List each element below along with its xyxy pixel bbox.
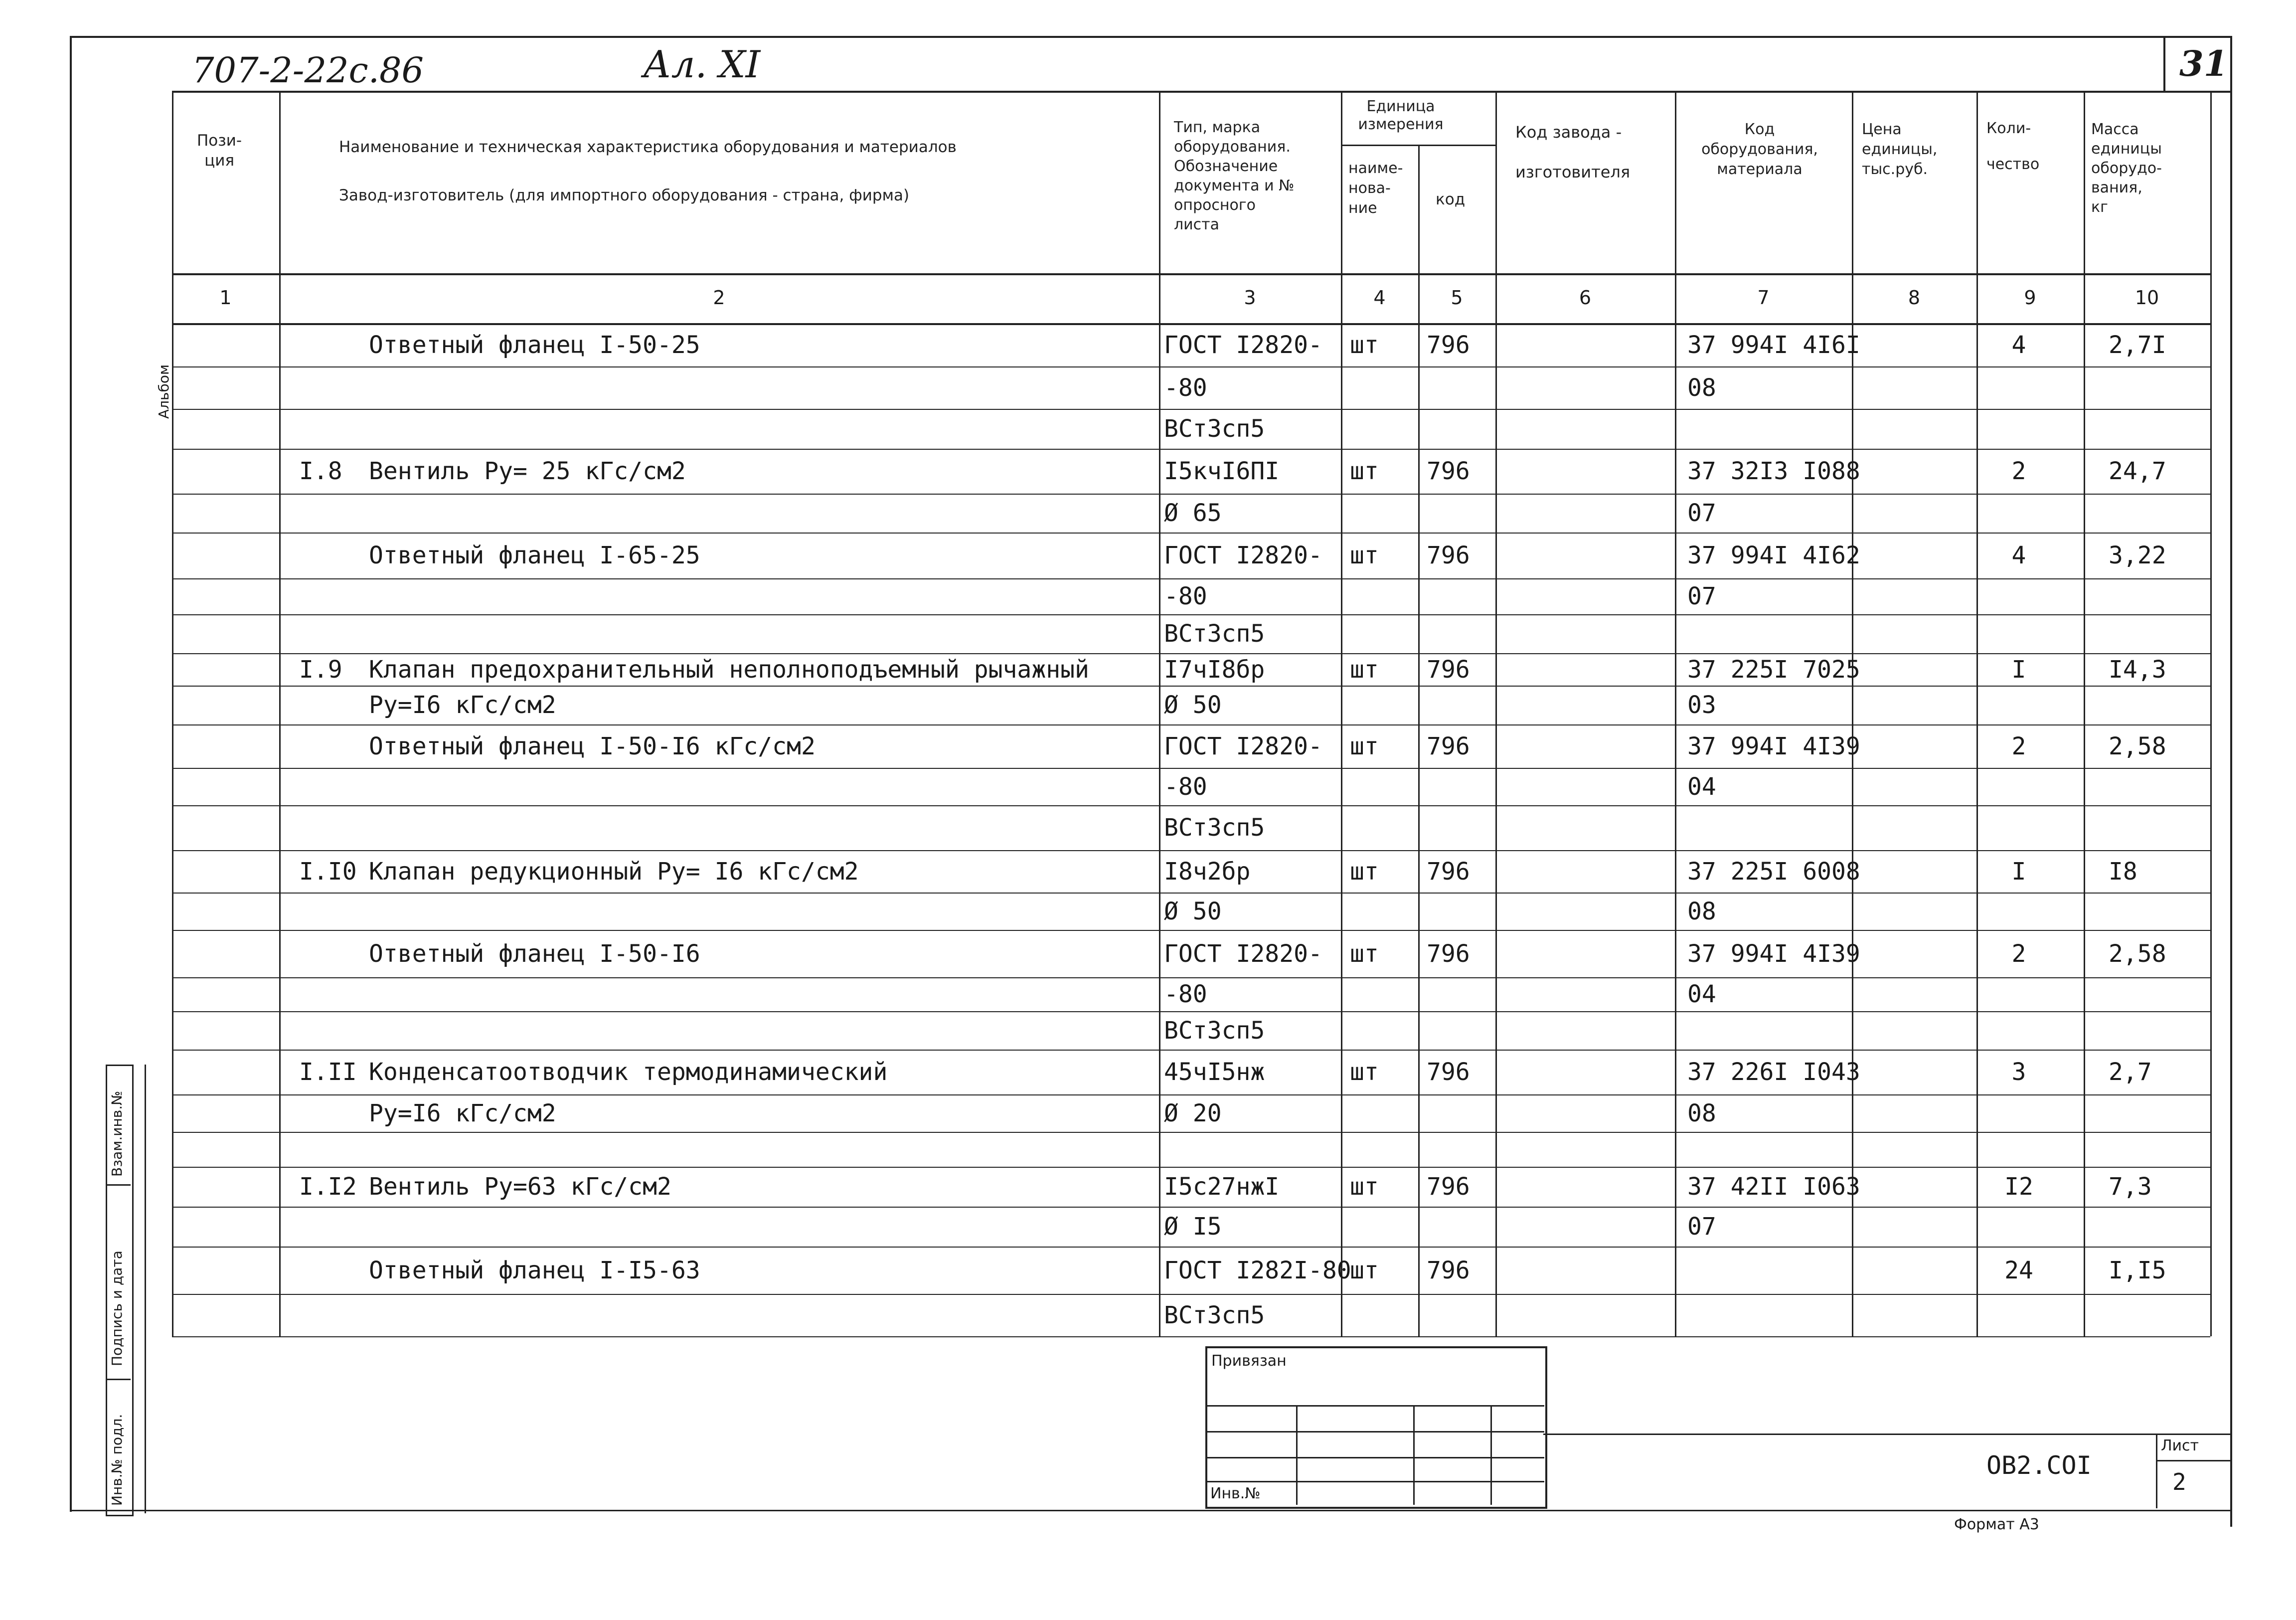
col9-header: Коли- чество bbox=[1986, 120, 2040, 173]
row-quantity: 4 bbox=[2011, 541, 2026, 569]
row-type: Ø 20 bbox=[1164, 1099, 1222, 1127]
album-side-label: Альбом bbox=[156, 364, 172, 419]
column-rule bbox=[1976, 91, 1978, 1336]
row-equipment-code: 37 994I 4I39 bbox=[1687, 732, 1860, 760]
doc-designation: ОВ2.СОI bbox=[1986, 1451, 2092, 1480]
column-rule bbox=[1418, 145, 1420, 1336]
row-rule bbox=[172, 977, 2210, 978]
row-unit-name: шт bbox=[1350, 541, 1379, 569]
row-type: -80 bbox=[1164, 582, 1207, 610]
row-type: ГОСТ I2820- bbox=[1164, 732, 1322, 760]
row-name: Ответный фланец I-50-I6 bbox=[369, 939, 700, 968]
number-row-rule bbox=[172, 323, 2210, 325]
column-rule bbox=[2210, 91, 2212, 1336]
row-position: I.II bbox=[299, 1058, 357, 1086]
row-position: I.I2 bbox=[299, 1173, 357, 1201]
row-type: ВСт3сп5 bbox=[1164, 814, 1265, 842]
privyazan-inv-label: Инв.№ bbox=[1210, 1485, 1261, 1502]
row-type: -80 bbox=[1164, 980, 1207, 1008]
row-type: ГОСТ I2820- bbox=[1164, 939, 1322, 968]
row-rule bbox=[172, 653, 2210, 654]
list-label: Лист bbox=[2161, 1437, 2199, 1454]
row-rule bbox=[172, 1094, 2210, 1095]
column-number: 10 bbox=[2134, 287, 2159, 309]
row-type: Ø 65 bbox=[1164, 499, 1222, 527]
row-rule bbox=[172, 494, 2210, 495]
row-position: I.9 bbox=[299, 655, 342, 684]
row-unit-code: 796 bbox=[1427, 939, 1470, 968]
row-name: Вентиль Ру= 25 кГс/см2 bbox=[369, 457, 686, 485]
row-unit-name: шт bbox=[1350, 1173, 1379, 1201]
side-stamp-vline bbox=[145, 1065, 146, 1513]
row-type: -80 bbox=[1164, 373, 1207, 402]
row-equipment-code: 37 994I 4I62 bbox=[1687, 541, 1860, 569]
row-type: ВСт3сп5 bbox=[1164, 415, 1265, 443]
row-rule bbox=[172, 850, 2210, 851]
row-unit-name: шт bbox=[1350, 1058, 1379, 1086]
row-rule bbox=[172, 1167, 2210, 1168]
column-rule bbox=[279, 91, 281, 1336]
row-name: Ру=I6 кГс/см2 bbox=[369, 1099, 556, 1127]
row-equipment-code: 37 225I 7025 bbox=[1687, 655, 1860, 684]
row-rule bbox=[172, 1132, 2210, 1133]
col2-header-line1: Наименование и техническая характеристика оборудования и материалов bbox=[339, 138, 957, 156]
row-quantity: 2 bbox=[2011, 457, 2026, 485]
row-equipment-code: 08 bbox=[1687, 897, 1716, 925]
row-quantity: 2 bbox=[2011, 732, 2026, 760]
side-stamp-div2 bbox=[106, 1379, 131, 1380]
row-type: ГОСТ I282I-80 bbox=[1164, 1256, 1351, 1284]
doc-code: 707-2-22с.86 bbox=[192, 50, 424, 91]
row-mass: 3,22 bbox=[2109, 541, 2166, 569]
row-rule bbox=[172, 449, 2210, 450]
row-rule bbox=[172, 1294, 2210, 1295]
row-type: ВСт3сп5 bbox=[1164, 1016, 1265, 1045]
col6-header: Код завода - изготовителя bbox=[1515, 123, 1631, 181]
title-block-top bbox=[1543, 1434, 2231, 1435]
row-mass: 2,7I bbox=[2109, 331, 2166, 359]
row-equipment-code: 37 994I 4I39 bbox=[1687, 939, 1860, 968]
row-rule bbox=[172, 724, 2210, 725]
privyazan-v3 bbox=[1490, 1405, 1492, 1505]
column-number: 8 bbox=[1908, 287, 1921, 309]
row-name: Вентиль Ру=63 кГс/см2 bbox=[369, 1173, 671, 1201]
col4-header: наиме- нова- ние bbox=[1348, 160, 1403, 217]
row-type: -80 bbox=[1164, 772, 1207, 801]
row-rule bbox=[172, 893, 2210, 894]
row-mass: 2,7 bbox=[2109, 1058, 2152, 1086]
column-rule bbox=[1852, 91, 1853, 1336]
row-equipment-code: 37 42II I063 bbox=[1687, 1173, 1860, 1201]
row-rule bbox=[172, 1011, 2210, 1012]
row-mass: I8 bbox=[2109, 857, 2137, 886]
side-stamp-div1 bbox=[106, 1184, 131, 1186]
row-unit-name: шт bbox=[1350, 331, 1379, 359]
row-unit-code: 796 bbox=[1427, 655, 1470, 684]
row-quantity: I bbox=[2011, 655, 2026, 684]
column-number: 5 bbox=[1451, 287, 1463, 309]
col45-header: Единица измерения bbox=[1358, 98, 1444, 133]
privyazan-label: Привязан bbox=[1211, 1352, 1287, 1370]
row-equipment-code: 07 bbox=[1687, 582, 1716, 610]
row-quantity: I2 bbox=[2004, 1173, 2033, 1201]
row-type: 45чI5нж bbox=[1164, 1058, 1265, 1086]
row-unit-name: шт bbox=[1350, 857, 1379, 886]
row-rule bbox=[172, 1207, 2210, 1208]
row-type: ГОСТ I2820- bbox=[1164, 331, 1322, 359]
row-name: Ответный фланец I-50-25 bbox=[369, 331, 700, 359]
row-name: Ру=I6 кГс/см2 bbox=[369, 691, 556, 719]
row-unit-code: 796 bbox=[1427, 857, 1470, 886]
header-bottom-rule bbox=[172, 273, 2210, 275]
format-label: Формат А3 bbox=[1954, 1516, 2039, 1533]
row-equipment-code: 37 225I 6008 bbox=[1687, 857, 1860, 886]
row-quantity: 3 bbox=[2011, 1058, 2026, 1086]
row-mass: 2,58 bbox=[2109, 939, 2166, 968]
row-mass: I4,3 bbox=[2109, 655, 2166, 684]
side-stamp-signature: Подпись и дата bbox=[109, 1251, 125, 1366]
column-rule bbox=[1159, 91, 1160, 1336]
album-number: Ал. XI bbox=[643, 42, 761, 86]
row-rule bbox=[172, 805, 2210, 806]
column-number: 1 bbox=[219, 287, 232, 309]
privyazan-v2 bbox=[1413, 1405, 1415, 1505]
row-type: I8ч2бр bbox=[1164, 857, 1251, 886]
row-quantity: 4 bbox=[2011, 331, 2026, 359]
privyazan-v1 bbox=[1296, 1405, 1298, 1505]
row-equipment-code: 07 bbox=[1687, 499, 1716, 527]
row-type: I5с27нжI bbox=[1164, 1173, 1280, 1201]
privyazan-h2 bbox=[1205, 1431, 1544, 1433]
column-number: 2 bbox=[713, 287, 725, 309]
row-unit-name: шт bbox=[1350, 939, 1379, 968]
row-rule bbox=[172, 1336, 2210, 1337]
row-unit-code: 796 bbox=[1427, 541, 1470, 569]
row-type: I5кчI6ПI bbox=[1164, 457, 1280, 485]
column-number: 3 bbox=[1244, 287, 1256, 309]
col10-header: Масса единицы оборудо- вания, кг bbox=[2091, 121, 2162, 216]
list-box-div bbox=[2156, 1460, 2231, 1461]
row-type: ГОСТ I2820- bbox=[1164, 541, 1322, 569]
row-rule bbox=[172, 409, 2210, 410]
row-rule bbox=[172, 533, 2210, 534]
row-unit-code: 796 bbox=[1427, 331, 1470, 359]
row-unit-code: 796 bbox=[1427, 1058, 1470, 1086]
column-number: 7 bbox=[1757, 287, 1770, 309]
row-unit-code: 796 bbox=[1427, 1173, 1470, 1201]
row-mass: 2,58 bbox=[2109, 732, 2166, 760]
side-stamp-inv: Инв.№ подл. bbox=[109, 1414, 125, 1506]
row-equipment-code: 03 bbox=[1687, 691, 1716, 719]
row-quantity: 24 bbox=[2004, 1256, 2033, 1284]
col2-header-line2: Завод-изготовитель (для импортного оборудования - страна, фирма) bbox=[339, 186, 910, 204]
row-name: Клапан предохранительный неполноподъемный рычажный bbox=[369, 655, 1089, 684]
row-equipment-code: 04 bbox=[1687, 980, 1716, 1008]
row-quantity: 2 bbox=[2011, 939, 2026, 968]
row-unit-code: 796 bbox=[1427, 1256, 1470, 1284]
row-rule bbox=[172, 686, 2210, 687]
col3-header: Тип, марка оборудования. Обозначение документа и № опросного листа bbox=[1174, 119, 1295, 233]
row-unit-name: шт bbox=[1350, 457, 1379, 485]
col1-header: Пози- ция bbox=[197, 132, 242, 170]
column-number: 6 bbox=[1579, 287, 1592, 309]
row-unit-name: шт bbox=[1350, 655, 1379, 684]
column-rule bbox=[2084, 91, 2085, 1336]
row-rule bbox=[172, 578, 2210, 579]
row-type: I7чI8бр bbox=[1164, 655, 1265, 684]
row-type: Ø 50 bbox=[1164, 897, 1222, 925]
privyazan-h3 bbox=[1205, 1457, 1544, 1458]
column-rule bbox=[172, 91, 173, 1336]
column-rule bbox=[1341, 91, 1342, 1336]
row-type: ВСт3сп5 bbox=[1164, 1301, 1265, 1329]
side-stamp-replaced: Взам.инв.№ bbox=[109, 1090, 125, 1177]
row-type: Ø 50 bbox=[1164, 691, 1222, 719]
row-equipment-code: 04 bbox=[1687, 772, 1716, 801]
row-name: Ответный фланец I-50-I6 кГс/см2 bbox=[369, 732, 816, 760]
list-number: 2 bbox=[2172, 1468, 2186, 1495]
row-position: I.I0 bbox=[299, 857, 357, 886]
row-equipment-code: 08 bbox=[1687, 1099, 1716, 1127]
column-rule bbox=[1495, 91, 1497, 1336]
row-unit-name: шт bbox=[1350, 732, 1379, 760]
row-rule bbox=[172, 366, 2210, 367]
row-name: Ответный фланец I-65-25 bbox=[369, 541, 700, 569]
row-rule bbox=[172, 930, 2210, 931]
row-name: Клапан редукционный Ру= I6 кГс/см2 bbox=[369, 857, 859, 886]
column-number: 4 bbox=[1373, 287, 1386, 309]
row-unit-code: 796 bbox=[1427, 732, 1470, 760]
privyazan-h4 bbox=[1205, 1481, 1544, 1482]
col8-header: Цена единицы, тыс.руб. bbox=[1862, 121, 1938, 178]
privyazan-h1 bbox=[1205, 1405, 1544, 1407]
row-name: Ответный фланец I-I5-63 bbox=[369, 1256, 700, 1284]
row-unit-code: 796 bbox=[1427, 457, 1470, 485]
row-equipment-code: 37 994I 4I6I bbox=[1687, 331, 1860, 359]
row-rule bbox=[172, 768, 2210, 769]
row-equipment-code: 37 32I3 I088 bbox=[1687, 457, 1860, 485]
row-equipment-code: 07 bbox=[1687, 1213, 1716, 1241]
row-mass: 7,3 bbox=[2109, 1173, 2152, 1201]
row-rule bbox=[172, 614, 2210, 615]
row-mass: 24,7 bbox=[2109, 457, 2166, 485]
column-rule bbox=[1675, 91, 1676, 1336]
column-number: 9 bbox=[2024, 287, 2036, 309]
row-mass: I,I5 bbox=[2109, 1256, 2166, 1284]
row-unit-name: шт bbox=[1350, 1256, 1379, 1284]
row-type: Ø I5 bbox=[1164, 1213, 1222, 1241]
col5-header: код bbox=[1436, 190, 1466, 208]
row-position: I.8 bbox=[299, 457, 342, 485]
row-quantity: I bbox=[2011, 857, 2026, 886]
sheet-corner-number: 31 bbox=[2179, 43, 2228, 84]
table-top-rule bbox=[172, 91, 2210, 93]
row-rule bbox=[172, 1247, 2210, 1248]
row-type: ВСт3сп5 bbox=[1164, 620, 1265, 648]
row-name: Конденсатоотводчик термодинамический bbox=[369, 1058, 888, 1086]
row-equipment-code: 08 bbox=[1687, 373, 1716, 402]
row-rule bbox=[172, 1050, 2210, 1051]
col7-header: Код оборудования, материала bbox=[1701, 121, 1818, 178]
row-equipment-code: 37 226I I043 bbox=[1687, 1058, 1860, 1086]
